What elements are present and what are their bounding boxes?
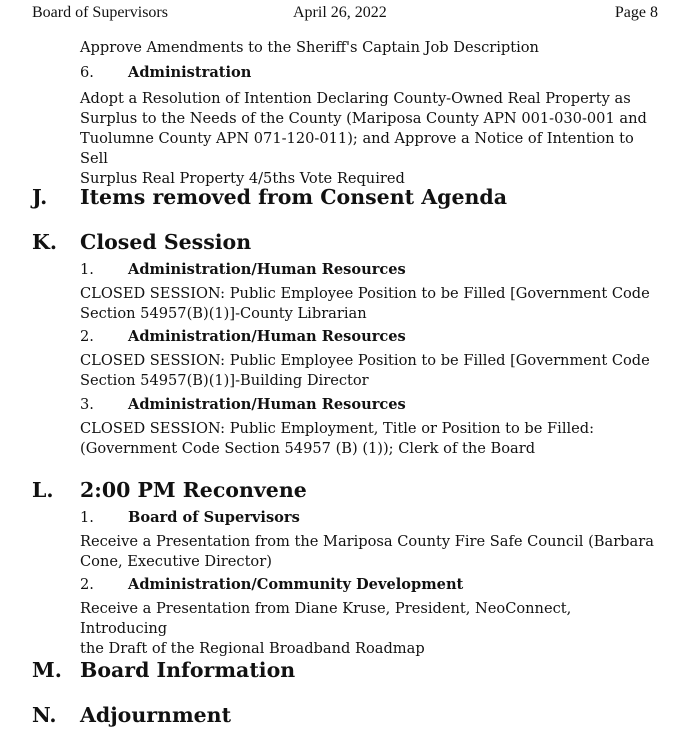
- section-letter: N.: [32, 703, 57, 727]
- text-line: Surplus Real Property 4/5ths Vote Required: [80, 170, 405, 187]
- text-line: CLOSED SESSION: Public Employee Position to be Filled [Government Code: [80, 352, 650, 369]
- item-heading: [80, 508, 300, 528]
- item-department: Administration/Human Resources: [128, 261, 406, 278]
- section-letter: L.: [32, 478, 54, 502]
- section-heading-m: [32, 657, 295, 683]
- section-heading-k: [32, 229, 251, 255]
- header-page-number: Page 8: [614, 4, 658, 21]
- section-title: 2:00 PM Reconvene: [80, 478, 307, 502]
- section-title: Adjournment: [80, 703, 232, 727]
- item-department: Administration/Human Resources: [128, 328, 406, 345]
- item-number: 2.: [80, 576, 94, 593]
- section-letter: K.: [32, 230, 57, 254]
- item-number: 3.: [80, 396, 94, 413]
- item-description: [80, 89, 660, 189]
- text-line: (Government Code Section 54957 (B) (1)); Clerk of the Board: [80, 440, 536, 457]
- item-description: [80, 599, 660, 659]
- text-line: Tuolumne County APN 071-120-011); and Approve a Notice of Intention to Sell: [80, 130, 634, 167]
- item-description: [80, 532, 660, 572]
- section-heading-l: [32, 477, 307, 503]
- item-heading: [80, 327, 406, 347]
- header-date: April 26, 2022: [293, 4, 387, 21]
- item-department: Administration/Human Resources: [128, 396, 406, 413]
- item-description: [80, 284, 660, 324]
- item-heading: [80, 63, 251, 83]
- section-letter: J.: [32, 185, 48, 209]
- item-department: Administration: [128, 64, 252, 81]
- text-line: Receive a Presentation from the Mariposa County Fire Safe Council (Barbara: [80, 533, 654, 550]
- section-title: Closed Session: [80, 230, 252, 254]
- text-line: Section 54957(B)(1)]-Building Director: [80, 372, 369, 389]
- text-line: the Draft of the Regional Broadband Roadmap: [80, 640, 425, 657]
- text-line: Section 54957(B)(1)]-County Librarian: [80, 305, 367, 322]
- item-number: 1.: [80, 509, 94, 526]
- text-line: Cone, Executive Director): [80, 553, 272, 570]
- item-description: [80, 419, 660, 459]
- section-title: Items removed from Consent Agenda: [80, 185, 508, 209]
- item-heading: [80, 395, 406, 415]
- item-department: Board of Supervisors: [128, 509, 300, 526]
- item-heading: [80, 260, 406, 280]
- text-line: Receive a Presentation from Diane Kruse, President, NeoConnect, Introducing: [80, 600, 572, 637]
- item-number: 2.: [80, 328, 94, 345]
- section-title: Board Information: [80, 658, 296, 682]
- text-line: Adopt a Resolution of Intention Declaring County-Owned Real Property as: [80, 90, 631, 107]
- text-line: CLOSED SESSION: Public Employee Position to be Filled [Government Code: [80, 285, 650, 302]
- item-description: Approve Amendments to the Sheriff's Captain Job Description: [80, 39, 539, 56]
- section-letter: M.: [32, 658, 62, 682]
- header-board-name: Board of Supervisors: [32, 4, 168, 21]
- item-heading: [80, 575, 463, 595]
- item-number: 1.: [80, 261, 94, 278]
- item-number: 6.: [80, 64, 94, 81]
- text-line: Surplus to the Needs of the County (Mariposa County APN 001-030-001 and: [80, 110, 647, 127]
- item-description: [80, 351, 660, 391]
- text-line: CLOSED SESSION: Public Employment, Title or Position to be Filled:: [80, 420, 595, 437]
- item-department: Administration/Community Development: [128, 576, 464, 593]
- section-heading-n: [32, 702, 231, 728]
- section-heading-j: [32, 184, 507, 210]
